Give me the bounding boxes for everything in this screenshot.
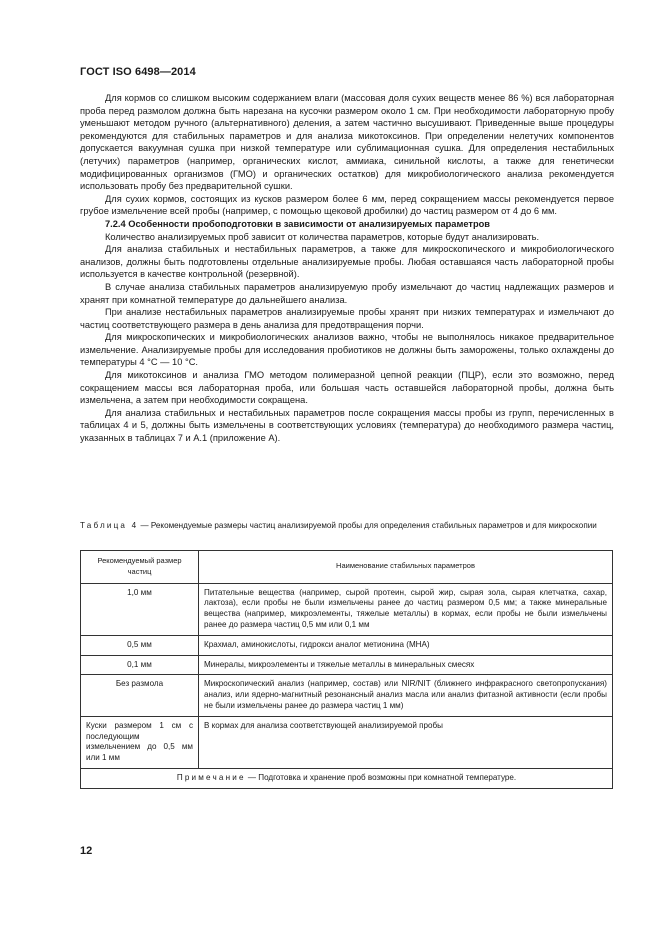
table-row <box>81 583 613 635</box>
paragraph: Для кормов со слишком высоким содержанием влаги (массовая доля сухих веществ менее 86 %) вся лабораторная проба перед размолом должна быть нарезана на кусочки размером около 1 см. При необходимости лабораторную пробу уменьшают методом ручного (альтернативного) деления, а затем частично высушивают. Приведенные выше процедуры рекомендуются для стабильных параметров и для анализа микотоксинов. При определении нелетучих компонентов допускается вакуумная сушка при низкой температуре или сублимационная сушка. Для определения нестабильных (летучих) параметров (например, органических кислот, аммиака, синильной кислоты, а также для генетически модифицированных организмов (ГМО) и органических остатков) для микробиологического анализа рекомендуется использовать пробу без предварительной сушки. <box>80 93 614 192</box>
parameters-cell: Микроскопический анализ (например, состав) или NIR/NIT (ближнего инфракрасного светопропускания) анализ, или ядерно-магнитный резонансный анализ масла или анализ фитазной активности (если пробы не были измельчены ранее до размера частиц 1 мм) <box>199 675 613 716</box>
paragraph: Для сухих кормов, состоящих из кусков размером более 6 мм, перед сокращением массы рекомендуется первое грубое измельчение всей пробы (например, с помощью щековой дробилки) до частиц размером от 4 до 6 мм. <box>80 193 614 217</box>
paragraph: Для анализа стабильных и нестабильных параметров, а также для микроскопического и микробиологического анализов, должны быть подготовлены отдельные анализируемые пробы. Любая оставшаяся часть лабораторной пробы используется в качестве контрольной (резервной). <box>80 244 614 280</box>
table-note-row <box>81 768 613 788</box>
document-header: ГОСТ ISO 6498—2014 <box>80 66 196 78</box>
page-number: 12 <box>80 845 93 857</box>
paragraph: Для микроскопических и микробиологических анализов важно, чтобы не выполнялось никакое предварительное измельчение. Анализируемые пробы для исследования пробиотиков не должны быть заморожены, только охлаждены до температуры 4 °С — 10 °С. <box>80 332 614 368</box>
table-row <box>81 655 613 675</box>
particle-size-table <box>80 550 613 789</box>
parameters-cell: Питательные вещества (например, сырой протеин, сырой жир, сырая зола, сырая клетчатка, сахар, лактоза), если пробы не были измельчены ранее до частиц размером 0,5 мм; а также минеральные вещества (например, микроэлементы, тяжелые металлы) в кормах, если пробы не были измельчены ранее до размера частиц 0,5 мм или 0,1 мм <box>199 583 613 635</box>
table-header-row <box>81 551 613 584</box>
column-header-size: Рекомендуемый размер частиц <box>81 551 199 584</box>
table-note <box>81 768 613 788</box>
size-cell: Куски размером 1 см с последующим измельчением до 0,5 мм или 1 мм <box>81 716 199 768</box>
paragraph: При анализе нестабильных параметров анализируемые пробы хранят при низких температурах и измельчают до частиц соответствующего размера в день анализа для предотвращения порчи. <box>80 307 614 330</box>
paragraph: Для микотоксинов и анализа ГМО методом полимеразной цепной реакции (ПЦР), если это возможно, перед сокращением массы вся лабораторная проба, или большая часть оставшейся лабораторной пробы, должна быть измельчена, а затем при необходимости сокращена. <box>80 370 614 406</box>
paragraph: В случае анализа стабильных параметров анализируемую пробу измельчают до частиц надлежащих размеров и хранят при комнатной температуре до дальнейшего анализа. <box>80 281 614 305</box>
table-caption-label: Таблица 4 <box>80 521 139 530</box>
table-note-text: — Подготовка и хранение проб возможны при комнатной температуре. <box>245 772 517 782</box>
table-row <box>81 716 613 768</box>
size-cell: 1,0 мм <box>81 583 199 635</box>
column-header-parameters: Наименование стабильных параметров <box>199 551 613 584</box>
parameters-cell: Крахмал, аминокислоты, гидрокси аналог метионина (МНА) <box>199 635 613 655</box>
table-caption-text: — Рекомендуемые размеры частиц анализируемой пробы для определения стабильных параметров и для микроскопии <box>138 521 597 530</box>
body-text <box>80 92 614 445</box>
size-cell: Без размола <box>81 675 199 716</box>
paragraph: Для анализа стабильных и нестабильных параметров после сокращения массы пробы из групп, перечисленных в таблицах 4 и 5, должны быть измельчены в соответствующих условиях (температура) до необходимого размера частиц, указанных в таблицах 7 и А.1 (приложение А). <box>80 407 614 444</box>
section-heading: 7.2.4 Особенности пробоподготовки в зависимости от анализируемых параметров <box>105 218 491 229</box>
size-cell: 0,5 мм <box>81 635 199 655</box>
paragraph: Количество анализируемых проб зависит от количества параметров, которые будут анализировать. <box>105 231 540 242</box>
table-row <box>81 675 613 716</box>
table-note-label: Примечание <box>176 772 246 782</box>
parameters-cell: Минералы, микроэлементы и тяжелые металлы в минеральных смесях <box>199 655 613 675</box>
table-caption <box>80 520 614 531</box>
parameters-cell: В кормах для анализа соответствующей анализируемой пробы <box>199 716 613 768</box>
size-cell: 0,1 мм <box>81 655 199 675</box>
table-row <box>81 635 613 655</box>
